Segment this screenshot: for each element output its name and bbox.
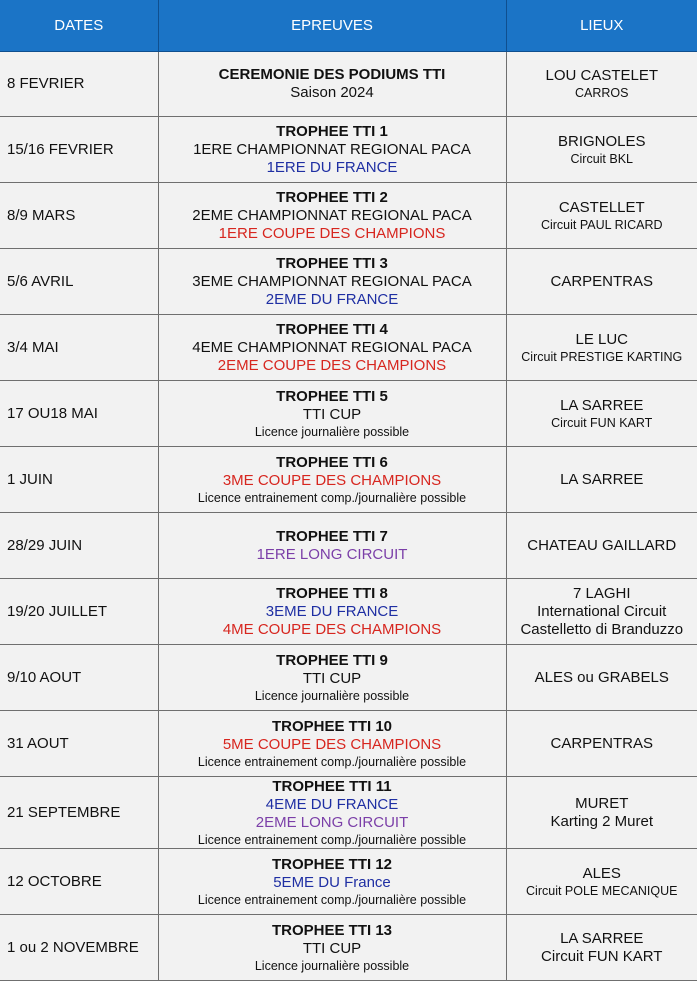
place-line: Circuit BKL <box>507 151 697 167</box>
place-line: CARROS <box>507 85 697 101</box>
event-line: 2EME COUPE DES CHAMPIONS <box>159 357 506 375</box>
event-cell <box>158 645 506 711</box>
event-line: 3EME DU FRANCE <box>159 603 506 621</box>
event-cell <box>158 447 506 513</box>
event-line: TROPHEE TTI 5 <box>159 388 506 406</box>
place-line: 7 LAGHI <box>507 585 697 603</box>
event-line: TROPHEE TTI 7 <box>159 528 506 546</box>
date-cell: 19/20 JUILLET <box>0 579 158 645</box>
table-row <box>0 645 697 711</box>
place-line: Circuit FUN KART <box>507 415 697 431</box>
place-cell <box>506 381 697 447</box>
place-cell <box>506 915 697 981</box>
event-line: TROPHEE TTI 12 <box>159 856 506 874</box>
place-line: BRIGNOLES <box>507 133 697 151</box>
event-cell <box>158 183 506 249</box>
event-line: Licence journalière possible <box>159 688 506 704</box>
table-row <box>0 117 697 183</box>
header-dates: DATES <box>0 0 158 52</box>
date-cell: 15/16 FEVRIER <box>0 117 158 183</box>
event-cell <box>158 117 506 183</box>
event-line: Licence entrainement comp./journalière possible <box>159 892 506 908</box>
event-line: 1ERE DU FRANCE <box>159 159 506 177</box>
table-row <box>0 849 697 915</box>
event-line: 5ME COUPE DES CHAMPIONS <box>159 736 506 754</box>
event-cell <box>158 915 506 981</box>
event-line: TROPHEE TTI 13 <box>159 922 506 940</box>
event-line: TROPHEE TTI 1 <box>159 123 506 141</box>
date-cell: 31 AOUT <box>0 711 158 777</box>
table-row <box>0 315 697 381</box>
event-line: TROPHEE TTI 8 <box>159 585 506 603</box>
event-line: 3ME COUPE DES CHAMPIONS <box>159 472 506 490</box>
table-row <box>0 381 697 447</box>
header-events: EPREUVES <box>158 0 506 52</box>
place-cell <box>506 249 697 315</box>
event-line: Licence entrainement comp./journalière possible <box>159 490 506 506</box>
event-line: Saison 2024 <box>159 84 506 102</box>
date-cell: 8 FEVRIER <box>0 52 158 117</box>
event-line: TTI CUP <box>159 406 506 424</box>
place-line: CASTELLET <box>507 199 697 217</box>
event-cell <box>158 777 506 849</box>
date-cell: 17 OU18 MAI <box>0 381 158 447</box>
place-line: LOU CASTELET <box>507 67 697 85</box>
place-cell <box>506 513 697 579</box>
place-cell <box>506 315 697 381</box>
event-line: TROPHEE TTI 6 <box>159 454 506 472</box>
event-line: Licence journalière possible <box>159 424 506 440</box>
table-row <box>0 579 697 645</box>
header-places: LIEUX <box>506 0 697 52</box>
date-cell: 8/9 MARS <box>0 183 158 249</box>
event-cell <box>158 849 506 915</box>
table-row <box>0 183 697 249</box>
date-cell: 1 ou 2 NOVEMBRE <box>0 915 158 981</box>
place-line: Circuit PRESTIGE KARTING <box>507 349 697 365</box>
event-line: 1ERE CHAMPIONNAT REGIONAL PACA <box>159 141 506 159</box>
header-row <box>0 0 697 52</box>
date-cell: 1 JUIN <box>0 447 158 513</box>
table-row <box>0 711 697 777</box>
event-line: 1ERE LONG CIRCUIT <box>159 546 506 564</box>
place-line: International Circuit <box>507 603 697 621</box>
event-line: Licence entrainement comp./journalière possible <box>159 832 506 848</box>
event-line: TROPHEE TTI 10 <box>159 718 506 736</box>
date-cell: 9/10 AOUT <box>0 645 158 711</box>
place-line: LE LUC <box>507 331 697 349</box>
place-cell <box>506 117 697 183</box>
place-line: Castelletto di Branduzzo <box>507 621 697 639</box>
event-cell <box>158 579 506 645</box>
place-cell <box>506 849 697 915</box>
table-row <box>0 249 697 315</box>
place-line: LA SARREE <box>507 397 697 415</box>
place-line: ALES ou GRABELS <box>507 669 697 687</box>
event-line: Licence journalière possible <box>159 958 506 974</box>
event-cell <box>158 249 506 315</box>
event-line: TTI CUP <box>159 940 506 958</box>
place-line: CARPENTRAS <box>507 735 697 753</box>
event-line: TTI CUP <box>159 670 506 688</box>
place-line: Circuit POLE MECANIQUE <box>507 883 697 899</box>
place-line: ALES <box>507 865 697 883</box>
event-line: TROPHEE TTI 11 <box>159 778 506 796</box>
event-line: 2EME CHAMPIONNAT REGIONAL PACA <box>159 207 506 225</box>
table-header <box>0 0 697 52</box>
event-cell <box>158 381 506 447</box>
place-line: Karting 2 Muret <box>507 813 697 831</box>
date-cell: 5/6 AVRIL <box>0 249 158 315</box>
date-cell: 21 SEPTEMBRE <box>0 777 158 849</box>
place-cell <box>506 579 697 645</box>
event-cell <box>158 711 506 777</box>
event-line: Licence entrainement comp./journalière possible <box>159 754 506 770</box>
place-line: Circuit PAUL RICARD <box>507 217 697 233</box>
table-row <box>0 777 697 849</box>
place-line: Circuit FUN KART <box>507 948 697 966</box>
event-line: 3EME CHAMPIONNAT REGIONAL PACA <box>159 273 506 291</box>
event-cell <box>158 52 506 117</box>
place-cell <box>506 447 697 513</box>
event-line: 4EME CHAMPIONNAT REGIONAL PACA <box>159 339 506 357</box>
event-line: CEREMONIE DES PODIUMS TTI <box>159 66 506 84</box>
table-row <box>0 513 697 579</box>
place-line: CARPENTRAS <box>507 273 697 291</box>
event-cell <box>158 315 506 381</box>
date-cell: 28/29 JUIN <box>0 513 158 579</box>
table-row <box>0 52 697 117</box>
place-cell <box>506 777 697 849</box>
table-row <box>0 915 697 981</box>
event-line: 4ME COUPE DES CHAMPIONS <box>159 621 506 639</box>
place-line: MURET <box>507 795 697 813</box>
place-cell <box>506 711 697 777</box>
place-cell <box>506 52 697 117</box>
event-line: TROPHEE TTI 3 <box>159 255 506 273</box>
place-line: CHATEAU GAILLARD <box>507 537 697 555</box>
place-cell <box>506 645 697 711</box>
place-line: LA SARREE <box>507 930 697 948</box>
place-line: LA SARREE <box>507 471 697 489</box>
event-line: TROPHEE TTI 4 <box>159 321 506 339</box>
date-cell: 12 OCTOBRE <box>0 849 158 915</box>
date-cell: 3/4 MAI <box>0 315 158 381</box>
event-line: 2EME DU FRANCE <box>159 291 506 309</box>
table-body <box>0 52 697 981</box>
place-cell <box>506 183 697 249</box>
event-line: 2EME LONG CIRCUIT <box>159 814 506 832</box>
event-line: 5EME DU France <box>159 874 506 892</box>
event-line: TROPHEE TTI 2 <box>159 189 506 207</box>
table-row <box>0 447 697 513</box>
event-cell <box>158 513 506 579</box>
event-line: 1ERE COUPE DES CHAMPIONS <box>159 225 506 243</box>
event-line: 4EME DU FRANCE <box>159 796 506 814</box>
event-line: TROPHEE TTI 9 <box>159 652 506 670</box>
